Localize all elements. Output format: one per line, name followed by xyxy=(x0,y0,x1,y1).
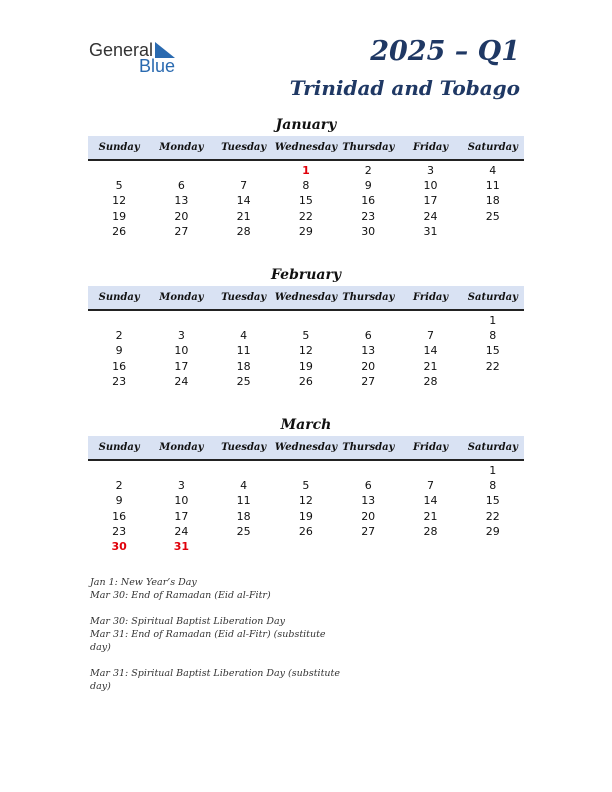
day-cell: 9 xyxy=(115,494,123,508)
day-cell: 18 xyxy=(236,509,251,523)
empty-cell xyxy=(150,463,212,478)
day-grid xyxy=(88,163,524,239)
month-title: March xyxy=(280,417,332,433)
day-cell: 16 xyxy=(112,359,127,373)
day-cell: 30 xyxy=(361,224,376,238)
day-cell: 20 xyxy=(361,359,376,373)
weekday-label: Thursday xyxy=(342,442,395,453)
day-grid xyxy=(88,313,524,389)
day-cell: 22 xyxy=(485,509,500,523)
day-cell: 4 xyxy=(489,164,497,177)
day-cell: 21 xyxy=(423,359,438,373)
month-title: February xyxy=(270,267,341,283)
day-cell: 11 xyxy=(236,344,251,358)
day-cell: 17 xyxy=(423,194,438,208)
weekday-label: Friday xyxy=(412,442,449,453)
day-cell: 15 xyxy=(298,194,313,208)
logo-word-blue: Blue xyxy=(139,56,176,76)
day-cell: 7 xyxy=(426,329,434,343)
holiday-day-cell: 1 xyxy=(302,164,310,177)
day-cell: 15 xyxy=(485,494,500,508)
weekday-header xyxy=(88,436,524,461)
empty-cell xyxy=(399,313,461,328)
day-cell: 3 xyxy=(426,164,434,177)
day-cell: 27 xyxy=(361,374,376,388)
country-subtitle: Trinidad and Tobago xyxy=(289,76,520,100)
day-cell: 5 xyxy=(302,329,310,343)
weekday-label: Wednesday xyxy=(274,142,338,153)
day-cell: 18 xyxy=(236,359,251,373)
day-cell: 19 xyxy=(112,209,127,223)
weekday-label: Tuesday xyxy=(221,292,267,303)
day-cell: 14 xyxy=(423,494,438,508)
day-cell: 24 xyxy=(423,209,438,223)
weekday-header xyxy=(88,136,524,161)
weekday-label: Tuesday xyxy=(221,442,267,453)
day-cell: 6 xyxy=(364,479,372,493)
empty-cell xyxy=(150,313,212,328)
note-spacer xyxy=(90,602,340,615)
weekday-header xyxy=(88,286,524,311)
month-title: January xyxy=(275,117,337,133)
month-january xyxy=(88,116,524,239)
day-cell: 19 xyxy=(298,359,313,373)
logo xyxy=(89,40,189,76)
holiday-day-cell: 31 xyxy=(173,539,190,553)
day-cell: 23 xyxy=(361,209,376,223)
day-cell: 26 xyxy=(298,374,313,388)
day-cell: 17 xyxy=(174,359,189,373)
holiday-note: Jan 1: New Year’s Day xyxy=(90,577,197,588)
holiday-note: Mar 30: End of Ramadan (Eid al-Fitr) xyxy=(90,590,271,601)
day-cell: 9 xyxy=(364,179,372,193)
day-cell: 6 xyxy=(364,329,372,343)
day-cell: 2 xyxy=(115,329,123,343)
day-cell: 24 xyxy=(174,374,189,388)
weekday-label: Friday xyxy=(412,292,449,303)
day-cell: 13 xyxy=(361,494,376,508)
holiday-day-cell: 30 xyxy=(111,539,127,553)
day-cell: 26 xyxy=(112,224,127,238)
empty-cell xyxy=(337,463,399,478)
empty-cell xyxy=(275,463,337,478)
empty-cell xyxy=(88,163,150,178)
month-february xyxy=(88,266,524,389)
weekday-label: Thursday xyxy=(342,142,395,153)
day-cell: 7 xyxy=(240,179,248,193)
day-cell: 8 xyxy=(489,329,497,343)
weekday-label: Saturday xyxy=(467,142,518,153)
day-cell: 17 xyxy=(174,509,189,523)
holiday-note: Mar 31: End of Ramadan (Eid al-Fitr) (substitute day) xyxy=(90,629,326,653)
weekday-label: Wednesday xyxy=(274,442,338,453)
day-cell: 13 xyxy=(361,344,376,358)
day-cell: 6 xyxy=(177,179,185,193)
day-cell: 28 xyxy=(236,224,251,238)
empty-cell xyxy=(150,163,212,178)
day-cell: 22 xyxy=(298,209,313,223)
empty-cell xyxy=(399,463,461,478)
day-cell: 22 xyxy=(485,359,500,373)
day-cell: 27 xyxy=(361,524,376,538)
empty-cell xyxy=(88,313,150,328)
day-cell: 14 xyxy=(423,344,438,358)
day-cell: 14 xyxy=(236,194,251,208)
day-cell: 29 xyxy=(298,224,313,238)
day-cell: 25 xyxy=(236,524,251,538)
weekday-label: Sunday xyxy=(98,292,140,303)
day-cell: 5 xyxy=(302,479,310,493)
day-cell: 21 xyxy=(423,509,438,523)
day-cell: 31 xyxy=(423,224,438,238)
day-cell: 2 xyxy=(364,164,372,177)
day-cell: 10 xyxy=(423,179,438,193)
day-cell: 10 xyxy=(174,344,189,358)
logo-word-general: General xyxy=(89,40,154,60)
day-cell: 9 xyxy=(115,344,123,358)
day-cell: 28 xyxy=(423,524,438,538)
empty-cell xyxy=(213,463,275,478)
weekday-label: Sunday xyxy=(98,442,140,453)
empty-cell xyxy=(275,313,337,328)
day-cell: 28 xyxy=(423,374,438,388)
weekday-label: Thursday xyxy=(342,292,395,303)
day-cell: 25 xyxy=(236,374,251,388)
day-cell: 11 xyxy=(236,494,251,508)
empty-cell xyxy=(213,163,275,178)
weekday-label: Sunday xyxy=(98,142,140,153)
day-cell: 13 xyxy=(174,194,189,208)
day-cell: 16 xyxy=(361,194,376,208)
day-cell: 7 xyxy=(426,479,434,493)
holiday-note: Mar 30: Spiritual Baptist Liberation Day xyxy=(90,616,286,627)
day-cell: 20 xyxy=(361,509,376,523)
holiday-notes xyxy=(90,576,340,693)
note-spacer xyxy=(90,654,340,667)
day-cell: 11 xyxy=(485,179,500,193)
day-cell: 19 xyxy=(298,509,313,523)
day-cell: 10 xyxy=(174,494,189,508)
day-cell: 8 xyxy=(302,179,310,193)
day-cell: 18 xyxy=(485,194,500,208)
day-cell: 4 xyxy=(240,479,248,493)
day-cell: 27 xyxy=(174,224,189,238)
day-cell: 1 xyxy=(489,464,497,477)
day-cell: 12 xyxy=(298,344,313,358)
day-cell: 12 xyxy=(298,494,313,508)
weekday-label: Monday xyxy=(159,292,204,303)
day-cell: 3 xyxy=(177,479,185,493)
day-cell: 25 xyxy=(485,209,500,223)
weekday-label: Monday xyxy=(159,142,204,153)
day-cell: 2 xyxy=(115,479,123,493)
day-cell: 21 xyxy=(236,209,251,223)
day-cell: 8 xyxy=(489,479,497,493)
day-cell: 5 xyxy=(115,179,123,193)
weekday-label: Monday xyxy=(159,442,204,453)
day-cell: 23 xyxy=(112,374,127,388)
weekday-label: Wednesday xyxy=(274,292,338,303)
day-cell: 4 xyxy=(240,329,248,343)
day-cell: 3 xyxy=(177,329,185,343)
day-cell: 24 xyxy=(174,524,189,538)
day-cell: 20 xyxy=(174,209,189,223)
day-cell: 15 xyxy=(485,344,500,358)
day-cell: 29 xyxy=(485,524,500,538)
empty-cell xyxy=(337,313,399,328)
holiday-note: Mar 31: Spiritual Baptist Liberation Day (substitute day) xyxy=(90,668,340,692)
day-cell: 16 xyxy=(112,509,127,523)
month-march xyxy=(88,416,524,554)
empty-cell xyxy=(88,463,150,478)
day-cell: 26 xyxy=(298,524,313,538)
empty-cell xyxy=(213,313,275,328)
weekday-label: Saturday xyxy=(467,442,518,453)
page-title: 2025 – Q1 xyxy=(370,36,520,67)
weekday-label: Friday xyxy=(412,142,449,153)
weekday-label: Saturday xyxy=(467,292,518,303)
day-cell: 12 xyxy=(112,194,127,208)
day-cell: 23 xyxy=(112,524,127,538)
weekday-label: Tuesday xyxy=(221,142,267,153)
day-grid xyxy=(88,463,524,554)
day-cell: 1 xyxy=(489,314,497,327)
